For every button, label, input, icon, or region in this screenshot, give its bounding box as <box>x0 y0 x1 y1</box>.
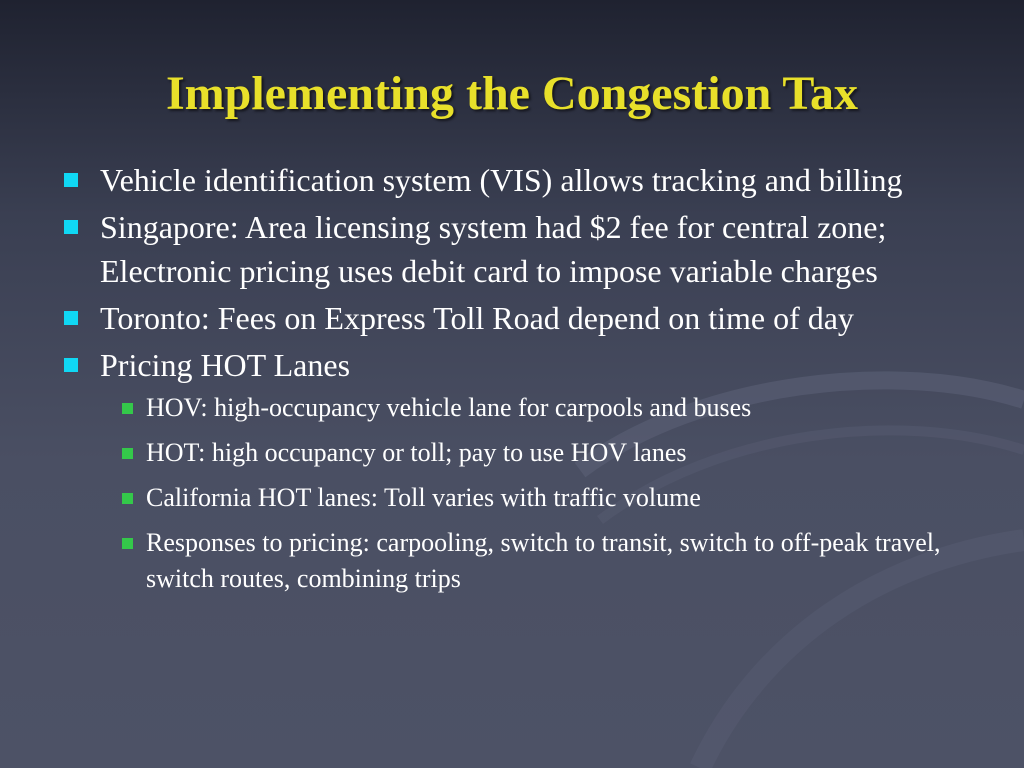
sub-bullet-text: HOV: high-occupancy vehicle lane for carpools and buses <box>146 393 752 422</box>
square-bullet-icon <box>64 220 78 234</box>
square-bullet-icon <box>64 311 78 325</box>
square-sub-bullet-icon <box>122 448 133 459</box>
sub-bullet-text: California HOT lanes: Toll varies with traffic volume <box>146 483 701 512</box>
sub-bullet-list <box>60 390 980 597</box>
bullet-text: Vehicle identification system (VIS) allows tracking and billing <box>100 162 903 198</box>
slide-body <box>60 158 980 606</box>
bullet-item <box>60 205 980 293</box>
bullet-text: Singapore: Area licensing system had $2 fee for central zone; Electronic pricing uses debit card to impose variable charges <box>100 209 887 289</box>
bullet-item <box>60 343 980 387</box>
square-sub-bullet-icon <box>122 493 133 504</box>
sub-bullet-text: Responses to pricing: carpooling, switch to transit, switch to off-peak travel, switch routes, combining trips <box>146 528 941 593</box>
bullet-text: Pricing HOT Lanes <box>100 347 351 383</box>
square-bullet-icon <box>64 173 78 187</box>
bullet-text: Toronto: Fees on Express Toll Road depend on time of day <box>100 300 854 336</box>
square-bullet-icon <box>64 358 78 372</box>
sub-bullet-item <box>120 525 980 597</box>
sub-bullet-item <box>120 435 980 471</box>
square-sub-bullet-icon <box>122 538 133 549</box>
sub-bullet-item <box>120 480 980 516</box>
sub-bullet-text: HOT: high occupancy or toll; pay to use HOV lanes <box>146 438 687 467</box>
sub-bullet-item <box>120 390 980 426</box>
slide-title: Implementing the Congestion Tax <box>165 67 859 120</box>
bullet-item <box>60 158 980 202</box>
bullet-item <box>60 296 980 340</box>
square-sub-bullet-icon <box>122 403 133 414</box>
